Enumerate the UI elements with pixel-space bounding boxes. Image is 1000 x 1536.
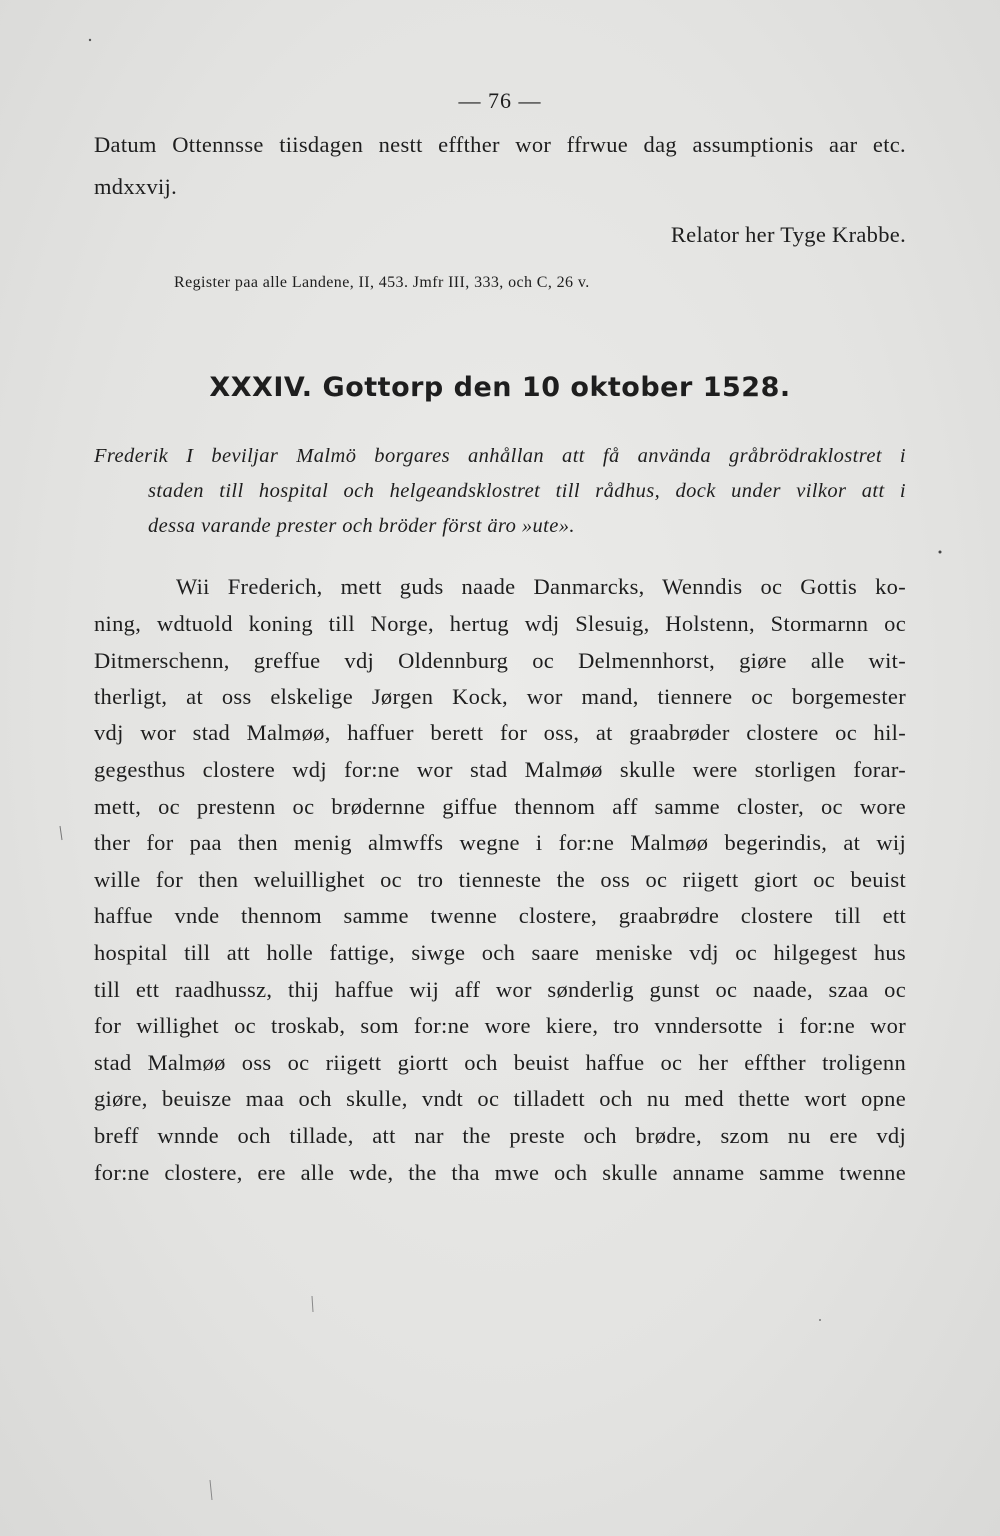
body-line: for willighet oc troskab, som for:ne wore kiere, tro vnndersotte i for:ne wor [94, 1013, 906, 1038]
speck [89, 39, 91, 41]
closing-line: Datum Ottennsse tiisdagen nestt effther wor ffrwue dag assumptionis aar etc. [94, 132, 906, 157]
register-note: Register paa alle Landene, II, 453. Jmfr III, 333, och C, 26 v. [174, 274, 590, 291]
body-line: gegesthus clostere wdj for:ne wor stad Malmøø skulle were storligen forar- [94, 757, 906, 782]
speck [60, 826, 62, 840]
section-number: XXXIV. [209, 372, 313, 403]
body-line: Ditmerschenn, greffue vdj Oldennburg oc Delmennhorst, giøre alle wit- [94, 648, 906, 673]
body-line: therligt, at oss elskelige Jørgen Kock, wor mand, tiennere oc borgemester [94, 684, 906, 709]
body-line: for:ne clostere, ere alle wde, the tha mwe och skulle anname samme twenne [94, 1160, 906, 1185]
body-line: till ett raadhussz, thij haffue wij aff wor sønderlig gunst oc naade, szaa oc [94, 977, 906, 1002]
body-line: giøre, beuisze maa och skulle, vndt oc tilladett och nu med thette wort opne [94, 1086, 906, 1111]
body-line: breff wnnde och tillade, att nar the preste och brødre, szom nu ere vdj [94, 1123, 906, 1148]
body-line: Wii Frederich, mett guds naade Danmarcks, Wenndis oc Gottis ko- [176, 574, 906, 599]
closing-line: mdxxvij. [94, 174, 178, 199]
body-line: ther for paa then menig almwffs wegne i for:ne Malmøø begerindis, at wij [94, 830, 906, 855]
speck [210, 1480, 212, 1500]
speck [939, 551, 942, 554]
speck [819, 1319, 821, 1321]
body-line: vdj wor stad Malmøø, haffuer berett for oss, at graabrøder clostere oc hil- [94, 720, 906, 745]
summary-line: dessa varande prester och bröder först äro »ute». [148, 515, 575, 537]
summary-line: staden till hospital och helgeandsklostret till rådhus, dock under vilkor att i [148, 480, 906, 502]
body-line: ning, wdtuold koning till Norge, hertug wdj Slesuig, Holstenn, Stormarnn oc [94, 611, 906, 636]
section-title: Gottorp den 10 oktober 1528. [322, 372, 791, 403]
body-line: wille for then weluillighet oc tro tienneste the oss oc riigett giort oc beuist [94, 867, 906, 892]
body-line: hospital till att holle fattige, siwge och saare meniske vdj oc hilgegest hus [94, 940, 906, 965]
relator-line: Relator her Tyge Krabbe. [670, 222, 906, 247]
speck [312, 1296, 313, 1312]
body-line: stad Malmøø oss oc riigett giortt och beuist haffue oc her effther troligenn [94, 1050, 906, 1075]
body-line: mett, oc prestenn oc brødernne giffue thennom aff samme closter, oc wore [94, 794, 906, 819]
page-number: — 76 — [458, 88, 542, 113]
body-line: haffue vnde thennom samme twenne clostere, graabrødre clostere till ett [94, 903, 906, 928]
summary-line: Frederik I beviljar Malmö borgares anhållan att få använda gråbrödraklostret i [94, 445, 906, 467]
